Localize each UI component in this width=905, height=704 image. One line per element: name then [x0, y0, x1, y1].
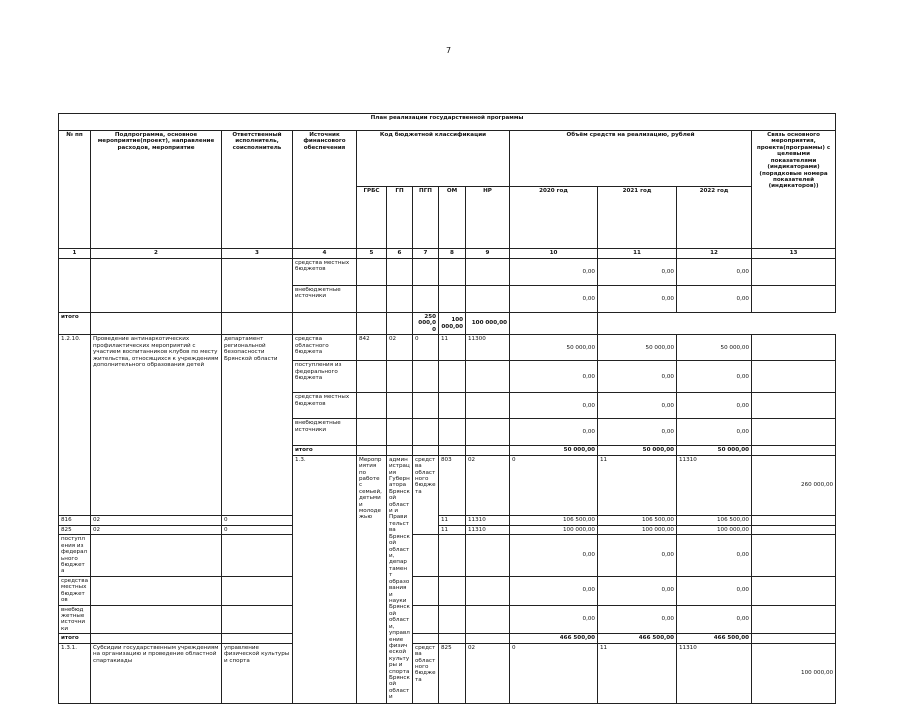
table-row	[59, 605, 836, 634]
column-number: 11	[598, 249, 677, 259]
kbk-gp	[387, 286, 413, 313]
kbk-gp	[387, 393, 413, 419]
amount-2020: 0,00	[510, 535, 598, 577]
kbk-pgp: 0	[510, 643, 598, 704]
amount-2020: 0,00	[510, 361, 598, 393]
kbk-grbs: 825	[439, 643, 466, 704]
column-number: 7	[413, 249, 439, 259]
kbk-nr	[466, 259, 510, 286]
column-number: 12	[677, 249, 752, 259]
header-num: № пп	[59, 131, 91, 249]
amount-2022: 0,00	[677, 361, 752, 393]
kbk-nr	[466, 419, 510, 446]
amount-2020: 0,00	[510, 259, 598, 286]
kbk-nr: 11310	[466, 525, 510, 534]
kbk-grbs	[91, 535, 222, 577]
column-number: 4	[293, 249, 357, 259]
indicator-link	[752, 286, 836, 313]
amount-2021: 0,00	[598, 535, 677, 577]
kbk-pgp	[413, 446, 439, 455]
amount-2020: 0,00	[510, 419, 598, 446]
kbk-nr	[466, 535, 510, 577]
table-row	[59, 535, 836, 577]
indicator-link	[752, 335, 836, 361]
row-source: средства областного бюджета	[413, 643, 439, 704]
header-name: Подпрограмма, основное мероприятие(проект), направление расходов, мероприятие	[91, 131, 222, 249]
column-number: 9	[466, 249, 510, 259]
amount-2020: 250 000,00	[413, 313, 439, 335]
kbk-om	[439, 361, 466, 393]
kbk-om	[439, 393, 466, 419]
header-link: Связь основного мероприятия, проекта(программы) с целевыми показателями (индикаторами) (порядковые номера показателей (индикаторов))	[752, 131, 836, 249]
amount-2021: 466 500,00	[598, 634, 677, 643]
header-2021: 2021 год	[598, 187, 677, 249]
row-source: средства местных бюджетов	[293, 259, 357, 286]
kbk-pgp	[293, 313, 357, 335]
kbk-grbs	[357, 361, 387, 393]
kbk-pgp	[413, 419, 439, 446]
kbk-om	[439, 605, 466, 634]
kbk-om	[439, 634, 466, 643]
row-source: итого	[293, 446, 357, 455]
kbk-grbs	[357, 419, 387, 446]
amount-2020: 50 000,00	[510, 446, 598, 455]
indicator-link	[752, 535, 836, 577]
kbk-nr	[466, 393, 510, 419]
column-number: 5	[357, 249, 387, 259]
amount-2020: 260 000,00	[752, 455, 836, 516]
kbk-om: 11	[439, 516, 466, 525]
kbk-om	[357, 313, 387, 335]
indicator-link	[752, 419, 836, 446]
column-number: 10	[510, 249, 598, 259]
kbk-pgp: 0	[222, 525, 293, 534]
amount-2022: 0,00	[677, 535, 752, 577]
row-name: Субсидии государственным учреждениям на организацию и проведение областной спартакиады	[91, 643, 222, 704]
kbk-pgp: 0	[413, 335, 439, 361]
header-2022: 2022 год	[677, 187, 752, 249]
kbk-gp	[387, 259, 413, 286]
kbk-pgp	[413, 361, 439, 393]
header-nr: НР	[466, 187, 510, 249]
header-om: ОМ	[439, 187, 466, 249]
kbk-om	[439, 576, 466, 605]
kbk-gp	[222, 634, 293, 643]
amount-2020: 0,00	[510, 605, 598, 634]
page-number: 7	[446, 46, 452, 55]
kbk-om	[439, 419, 466, 446]
kbk-nr	[466, 446, 510, 455]
row-number: 1.2.10.	[59, 335, 91, 516]
total-row	[59, 313, 836, 335]
kbk-gp	[222, 576, 293, 605]
row-source: поступления из федерального бюджета	[59, 535, 91, 577]
indicator-link	[752, 525, 836, 534]
row-responsible	[222, 259, 293, 313]
kbk-gp: 02	[466, 455, 510, 516]
indicator-link	[752, 576, 836, 605]
header-kbk: Код бюджетной классификации	[357, 131, 510, 187]
kbk-pgp: 0	[222, 516, 293, 525]
kbk-grbs	[91, 313, 222, 335]
amount-2020: 100 000,00	[752, 643, 836, 704]
amount-2022: 0,00	[677, 605, 752, 634]
amount-2021: 0,00	[598, 419, 677, 446]
amount-2020: 0,00	[510, 576, 598, 605]
row-source: средства местных бюджетов	[59, 576, 91, 605]
kbk-grbs: 825	[59, 525, 91, 534]
row-name: Проведение антинаркотических профилактических мероприятий с участием воспитанников клубов по месту жительства, относящихся к учреждениям дополнительного образования детей	[91, 335, 222, 516]
kbk-nr: 11310	[677, 643, 752, 704]
kbk-grbs	[357, 286, 387, 313]
indicator-link	[752, 634, 836, 643]
table-row	[59, 576, 836, 605]
total-row	[59, 634, 836, 643]
kbk-nr	[466, 605, 510, 634]
row-source: итого	[59, 634, 91, 643]
indicator-link	[510, 313, 598, 335]
amount-2022: 100 000,00	[677, 525, 752, 534]
row-source: поступления из федерального бюджета	[293, 361, 357, 393]
column-number: 13	[752, 249, 836, 259]
amount-2020: 100 000,00	[510, 525, 598, 534]
kbk-pgp: 0	[510, 455, 598, 516]
kbk-gp: 02	[387, 335, 413, 361]
table-row	[59, 643, 836, 704]
amount-2022: 466 500,00	[677, 634, 752, 643]
column-number: 3	[222, 249, 293, 259]
amount-2021: 0,00	[598, 286, 677, 313]
indicator-link	[752, 516, 836, 525]
column-number: 8	[439, 249, 466, 259]
kbk-grbs	[357, 393, 387, 419]
amount-2020: 466 500,00	[510, 634, 598, 643]
kbk-grbs: 842	[357, 335, 387, 361]
row-responsible: администрация Губернатора Брянской области и Правительства Брянской области, департамент образования и науки Брянской области, управление физической культуры и спорта Брянской области	[387, 455, 413, 704]
kbk-grbs: 803	[439, 455, 466, 516]
kbk-om: 11	[439, 335, 466, 361]
kbk-pgp	[413, 286, 439, 313]
row-responsible: департамент региональной безопасности Брянской области	[222, 335, 293, 516]
header-amount: Объём средств на реализацию, рублей	[510, 131, 752, 187]
amount-2020: 50 000,00	[510, 335, 598, 361]
header-2020: 2020 год	[510, 187, 598, 249]
kbk-om	[439, 259, 466, 286]
kbk-pgp	[413, 634, 439, 643]
kbk-om	[439, 446, 466, 455]
header-responsible: Ответственный исполнитель, соисполнитель	[222, 131, 293, 249]
kbk-nr	[466, 576, 510, 605]
amount-2021: 0,00	[598, 259, 677, 286]
row-source: средства областного бюджета	[293, 335, 357, 361]
row-number: 1.3.1.	[59, 643, 91, 704]
amount-2021: 100 000,00	[439, 313, 466, 335]
table-row	[59, 335, 836, 361]
amount-2022: 0,00	[677, 393, 752, 419]
kbk-gp	[387, 361, 413, 393]
kbk-om: 11	[439, 525, 466, 534]
kbk-nr	[466, 634, 510, 643]
kbk-nr: 11310	[466, 516, 510, 525]
kbk-om	[439, 535, 466, 577]
amount-2022: 106 500,00	[677, 516, 752, 525]
amount-2021: 50 000,00	[598, 335, 677, 361]
indicator-link	[752, 259, 836, 286]
amount-2022: 0,00	[677, 419, 752, 446]
kbk-gp	[222, 313, 293, 335]
header-source: Источник финансового обеспечения	[293, 131, 357, 249]
row-source: итого	[59, 313, 91, 335]
amount-2021: 0,00	[598, 605, 677, 634]
kbk-gp	[222, 605, 293, 634]
column-number: 6	[387, 249, 413, 259]
kbk-nr	[466, 286, 510, 313]
kbk-pgp	[413, 535, 439, 577]
amount-2022: 0,00	[677, 576, 752, 605]
kbk-om: 11	[598, 455, 677, 516]
amount-2020: 0,00	[510, 286, 598, 313]
amount-2021: 50 000,00	[598, 446, 677, 455]
kbk-grbs	[91, 576, 222, 605]
column-number: 2	[91, 249, 222, 259]
kbk-grbs	[357, 446, 387, 455]
kbk-nr	[387, 313, 413, 335]
program-plan-table	[58, 113, 836, 704]
kbk-nr	[466, 361, 510, 393]
amount-2020: 106 500,00	[510, 516, 598, 525]
kbk-grbs: 816	[59, 516, 91, 525]
amount-2022: 100 000,00	[466, 313, 510, 335]
row-source: внебюджетные источники	[293, 286, 357, 313]
row-source: внебюджетные источники	[59, 605, 91, 634]
row-name	[91, 259, 222, 313]
table-title: План реализации государственной программы	[59, 114, 836, 131]
kbk-grbs	[91, 605, 222, 634]
kbk-om	[439, 286, 466, 313]
header-pgp: ПГП	[413, 187, 439, 249]
kbk-grbs	[357, 259, 387, 286]
amount-2020: 0,00	[510, 393, 598, 419]
kbk-grbs	[91, 634, 222, 643]
amount-2021: 106 500,00	[598, 516, 677, 525]
header-grbs: ГРБС	[357, 187, 387, 249]
amount-2021: 100 000,00	[598, 525, 677, 534]
indicator-link	[752, 605, 836, 634]
table-row	[59, 259, 836, 286]
kbk-gp: 02	[91, 516, 222, 525]
header-gp: ГП	[387, 187, 413, 249]
amount-2022: 50 000,00	[677, 335, 752, 361]
amount-2021: 0,00	[598, 361, 677, 393]
row-source: средства областного бюджета	[413, 455, 439, 535]
kbk-pgp	[413, 576, 439, 605]
row-source: внебюджетные источники	[293, 419, 357, 446]
indicator-link	[752, 361, 836, 393]
amount-2022: 0,00	[677, 286, 752, 313]
row-name: Мероприятия по работе с семьей, детьми и молодежью	[357, 455, 387, 704]
table-row	[59, 525, 836, 534]
column-number: 1	[59, 249, 91, 259]
kbk-gp	[222, 535, 293, 577]
kbk-gp	[387, 446, 413, 455]
kbk-pgp	[413, 393, 439, 419]
row-responsible: управление физической культуры и спорта	[222, 643, 293, 704]
amount-2021: 0,00	[598, 576, 677, 605]
amount-2021: 0,00	[598, 393, 677, 419]
indicator-link	[752, 393, 836, 419]
kbk-pgp	[413, 605, 439, 634]
column-numbers-row	[59, 249, 836, 259]
kbk-nr: 11300	[466, 335, 510, 361]
kbk-gp	[387, 419, 413, 446]
row-number	[59, 259, 91, 313]
amount-2022: 0,00	[677, 259, 752, 286]
kbk-gp: 02	[91, 525, 222, 534]
kbk-nr: 11310	[677, 455, 752, 516]
table-row	[59, 516, 836, 525]
row-source: средства местных бюджетов	[293, 393, 357, 419]
amount-2022: 50 000,00	[677, 446, 752, 455]
indicator-link	[752, 446, 836, 455]
kbk-gp: 02	[466, 643, 510, 704]
row-number: 1.3.	[293, 455, 357, 704]
kbk-pgp	[413, 259, 439, 286]
kbk-om: 11	[598, 643, 677, 704]
